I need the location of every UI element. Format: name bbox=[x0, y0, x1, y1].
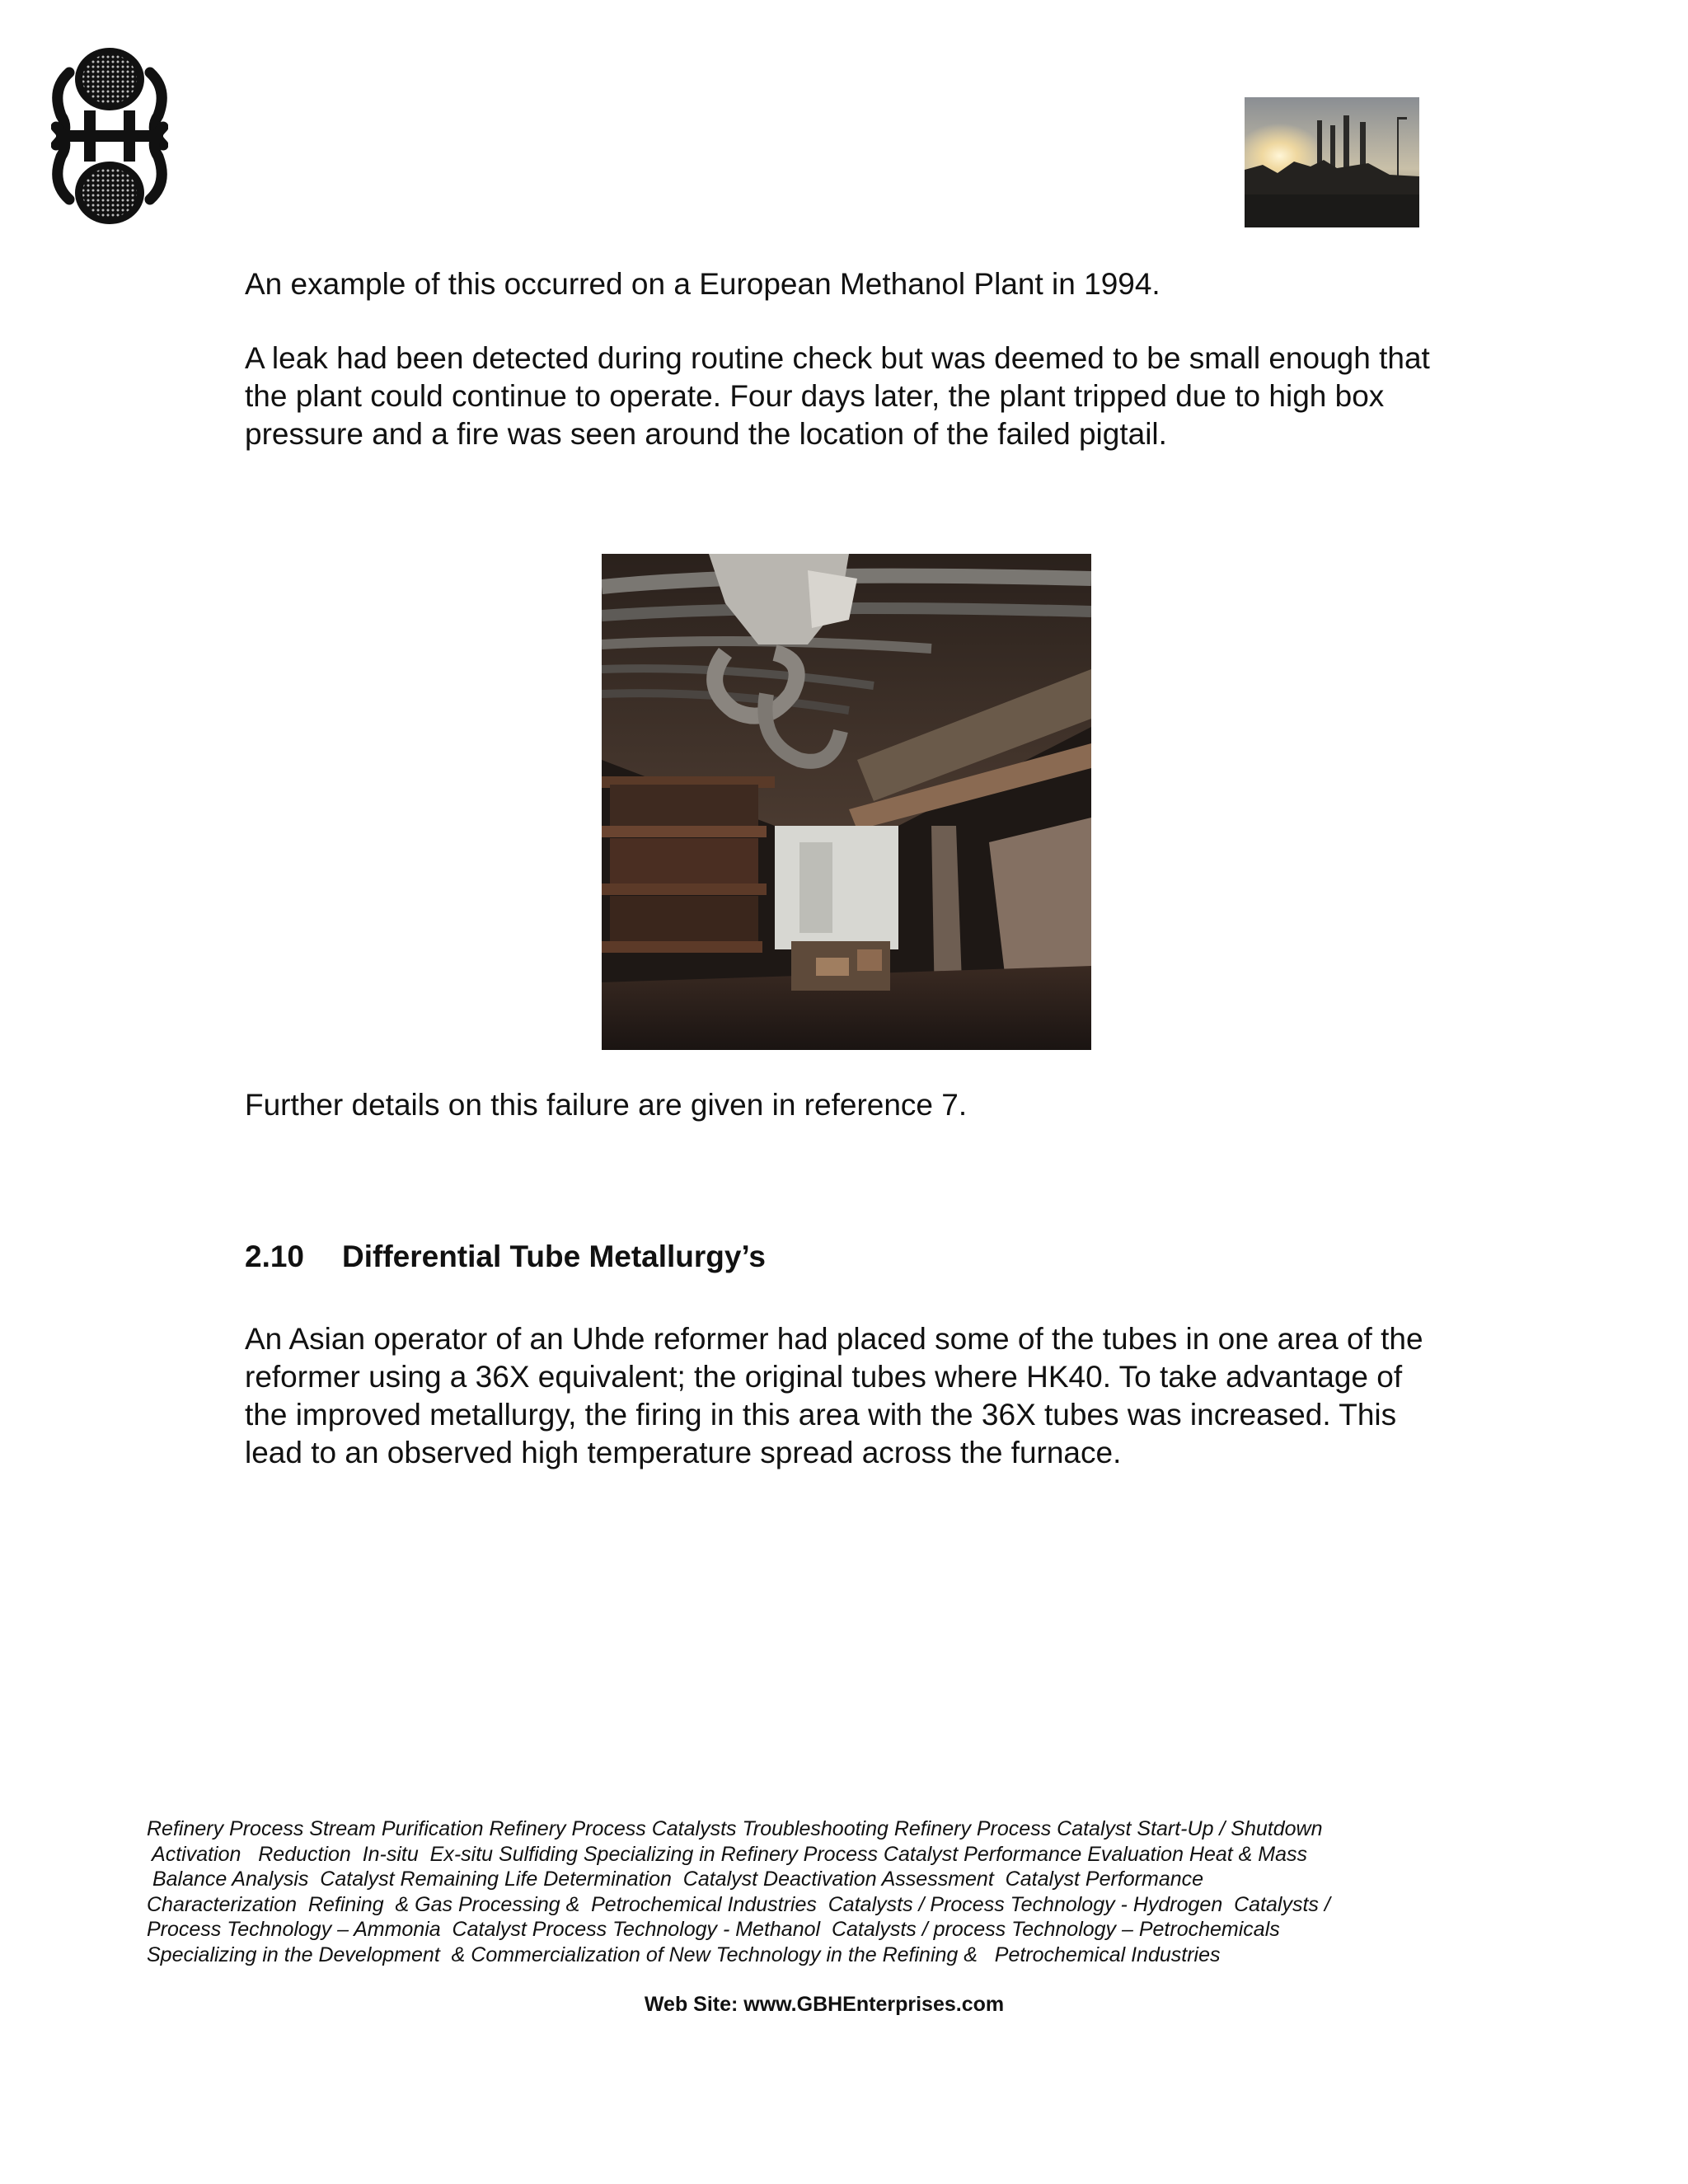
paragraph-further-details: Further details on this failure are given in reference 7. bbox=[245, 1088, 968, 1122]
paragraph-example-intro: An example of this occurred on a European Methanol Plant in 1994. bbox=[245, 267, 1160, 301]
footer-services-text bbox=[147, 1816, 1432, 1967]
paragraph-asian-operator: An Asian operator of an Uhde reformer had placed some of the tubes in one area of the reformer using a 36X equivalent; the original tubes where HK40. To take advantage of the improved metallurgy, the firing in this area with the 36X tubes was increased. This lead to an observed high temperature spread across the furnace. bbox=[245, 1322, 1423, 1469]
paragraph-leak-description: A leak had been detected during routine check but was deemed to be small enough that the plant could continue to operate. Four days later, the plant tripped due to high box pressure and a fire was seen around the location of the failed pigtail. bbox=[245, 341, 1430, 451]
footer-line: Specializing in the Development & Commercialization of New Technology in the Refining & Petrochemical Industries bbox=[147, 1943, 1221, 1966]
furnace-pigtail-interior-photo bbox=[602, 554, 1091, 1050]
industrial-plant-sunset-photo bbox=[1245, 97, 1419, 227]
section-title: Differential Tube Metallurgy’s bbox=[342, 1240, 766, 1273]
footer-line: Characterization Refining & Gas Processing & Petrochemical Industries Catalysts / Process Technology - Hydrogen Catalysts / bbox=[147, 1892, 1330, 1916]
gbh-logo-icon bbox=[51, 40, 168, 231]
footer-line: Refinery Process Stream Purification Refinery Process Catalysts Troubleshooting Refinery Process Catalyst Start-Up / Shutdown bbox=[147, 1817, 1323, 1840]
section-heading bbox=[245, 1238, 766, 1276]
section-number: 2.10 bbox=[245, 1240, 305, 1273]
website-link[interactable]: Web Site: www.GBHEnterprises.com bbox=[644, 1993, 1005, 2016]
footer-line: Process Technology – Ammonia Catalyst Process Technology - Methanol Catalysts / process Technology – Petrochemicals bbox=[147, 1918, 1280, 1941]
footer-line: Balance Analysis Catalyst Remaining Life Determination Catalyst Deactivation Assessment Catalyst Performance bbox=[147, 1868, 1204, 1891]
footer-line: Activation Reduction In-situ Ex-situ Sulfiding Specializing in Refinery Process Catalyst Performance Evaluation Heat & Mass bbox=[147, 1842, 1308, 1866]
